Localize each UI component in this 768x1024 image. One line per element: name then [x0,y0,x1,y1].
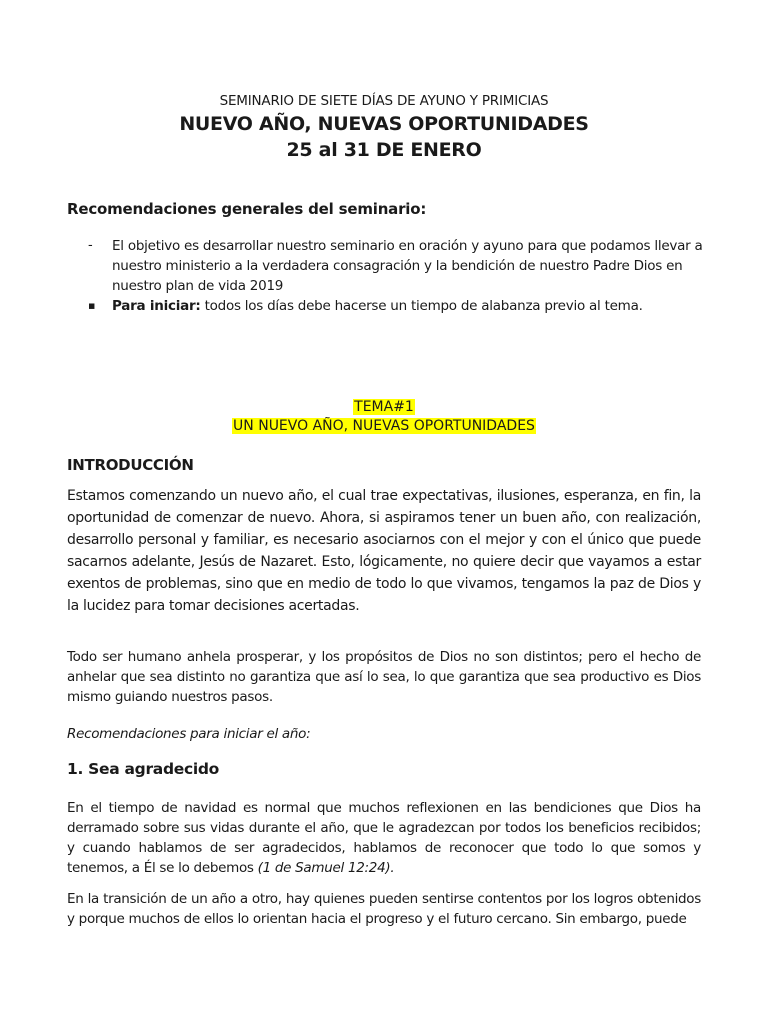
list-item-text: El objetivo es desarrollar nuestro seminario en oración y ayuno para que podamos llevar a nuestro ministerio a la verdadera consagración y la bendición de nuestro Padre Dios en nuestro plan de vida 2019 [112,238,703,294]
section-1-paragraph-2: En la transición de un año a otro, hay quienes pueden sentirse contentos por los logros obtenidos y porque muchos de ellos lo orientan hacia el progreso y el futuro cercano. Sin embargo, puede [67,891,701,927]
intro-paragraph-1: Estamos comenzando un nuevo año, el cual trae expectativas, ilusiones, esperanza, en fin, la oportunidad de comenzar de nuevo. Ahora, si aspiramos tener un buen año, con realización, desarrollo personal y familiar, es necesario asociarnos con el mejor y con el único que puede sacarnos adelante, Jesús de Nazaret. Esto, lógicamente, no quiere decir que vayamos a estar exentos de problemas, sino que en medio de todo lo que vivamos, tengamos la paz de Dios y la lucidez para tomar decisiones acertadas. [67,488,701,614]
tema-block [0,398,768,436]
recommendations-heading: Recomendaciones generales del seminario: [67,200,427,218]
date-range: 25 al 31 DE ENERO [286,139,482,161]
list-item-text: todos los días debe hacerse un tiempo de alabanza previo al tema. [200,298,643,314]
square-bullet-icon: ▪ [88,299,96,312]
list-item-bold-prefix: Para iniciar: [112,298,201,314]
paragraph-text: En el tiempo de navidad es normal que muchos reflexionen en las bendiciones que Dios ha derramado sobre sus vidas durante el año, que le agradezcan por todos los beneficios recibidos; y cuando hablamos de ser agradecidos, hablamos de reconocer que todo lo que somos y tenemos, a Él se lo debemos [67,800,701,876]
dash-bullet: - [88,238,93,253]
list-item [88,236,718,296]
list-item [88,296,718,316]
section-1-heading: 1. Sea agradecido [67,760,220,778]
intro-paragraph-2: Todo ser humano anhela prosperar, y los propósitos de Dios no son distintos; pero el hecho de anhelar que sea distinto no garantiza que así lo sea, lo que garantiza que sea productivo es Dios mismo guiando nuestros pasos. [67,649,701,705]
intro-heading: INTRODUCCIÓN [67,456,194,474]
seminar-subtitle: SEMINARIO DE SIETE DÍAS DE AYUNO Y PRIMICIAS [219,93,549,109]
recommendations-label: Recomendaciones para iniciar el año: [67,726,311,742]
tema-title: UN NUEVO AÑO, NUEVAS OPORTUNIDADES [233,418,535,434]
document-title: NUEVO AÑO, NUEVAS OPORTUNIDADES [179,113,589,135]
recommendations-list [88,236,718,316]
bible-reference: (1 de Samuel 12:24). [257,860,395,876]
tema-label: TEMA#1 [354,399,414,415]
section-1-paragraph-1 [67,798,701,878]
